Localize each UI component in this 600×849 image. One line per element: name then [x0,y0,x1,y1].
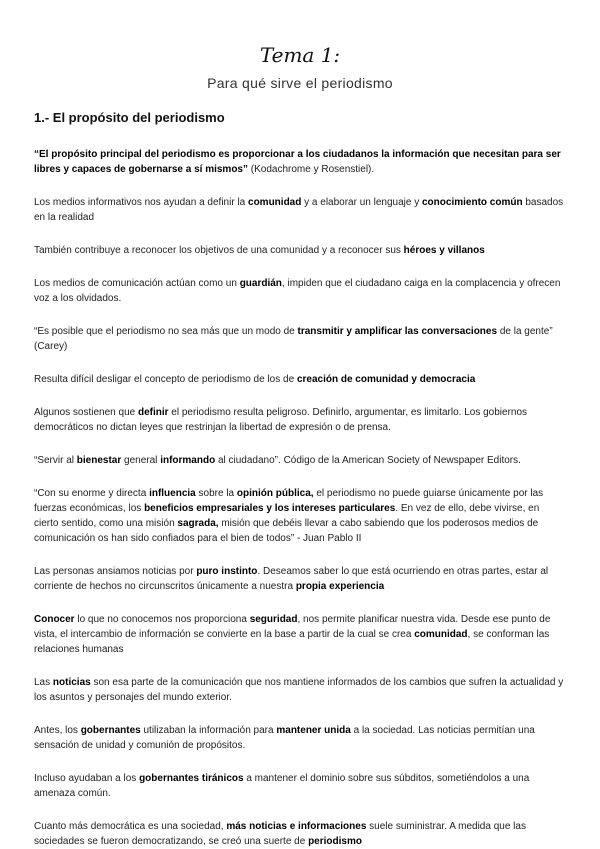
emphasis-text: transmitir y amplificar las conversaciones [297,326,498,337]
paragraph [34,276,566,306]
emphasis-text: Conocer [34,614,75,625]
paragraph [34,723,566,753]
body-text: general [121,455,161,466]
emphasis-text: informando [160,455,216,466]
body-text: Incluso ayudaban a los [34,773,140,784]
emphasis-text: propia experiencia [295,581,385,592]
body-text: de la gente” (Carey) [34,326,553,352]
emphasis-text: beneficios empresariales y los intereses particulares [144,503,396,514]
emphasis-text: creación de comunidad y democracia [296,374,476,385]
body-text: Los medios informativos nos ayudan a definir la [34,197,249,208]
emphasis-text: seguridad [249,614,298,625]
paragraph [34,453,566,468]
emphasis-text: comunidad [248,197,302,208]
body-text: “Servir al [34,455,77,466]
body-text: , nos permite planificar nuestra vida. Desde ese punto de vista, el intercambio de información se convierte en la base a partir de la cual se crea [34,614,551,640]
body-text: Las [34,677,53,688]
body-text: suele suministrar. A medida que las sociedades se fueron democratizando, se creó una suerte de [34,821,526,847]
body-text: Resulta difícil desligar el concepto de periodismo de los de [34,374,297,385]
body-text: Las personas ansiamos noticias por [34,566,197,577]
emphasis-text: guardián [239,278,282,289]
section-heading: 1.- El propósito del periodismo [34,110,225,125]
document-title: Tema 1: [259,43,341,67]
body-text: basados en la realidad [34,197,564,223]
emphasis-text: comunidad [414,629,468,640]
paragraph [34,564,566,594]
paragraph [34,195,566,225]
emphasis-text: bienestar [76,455,122,466]
body-text: al ciudadano”. Código de la American Society of Newspaper Editors. [215,455,521,466]
paragraph [34,819,566,849]
body-text: Antes, los [34,725,81,736]
body-text: “Con su enorme y directa [34,488,150,499]
document-subtitle: Para qué sirve el periodismo [207,75,393,91]
body-text: el periodismo resulta peligroso. Definirlo, argumentar, es limitarlo. Los gobiernos democráticos no dictan leyes que restrinjan la libertad de expresión o de prensa. [34,407,528,433]
paragraph [34,771,566,801]
emphasis-text: gobernantes [80,725,141,736]
emphasis-text: “El propósito principal del periodismo es proporcionar a los ciudadanos la información que necesitan para ser libres y capaces de gobernarse a sí mismos” [34,149,561,175]
body-text: . En vez de ello, debe vivirse, en cierto sentido, como una misión [34,503,540,529]
emphasis-text: sagrada, [177,518,219,529]
body-text: Algunos sostienen que [34,407,138,418]
body-text: , impiden que el ciudadano caiga en la complacencia y ofrecen voz a los olvidados. [34,278,561,304]
paragraph [34,372,566,387]
body-text: a mantener el dominio sobre sus súbditos, sometiéndolos a una amenaza común. [34,773,530,799]
body-text: . Deseamos saber lo que está ocurriendo en otras partes, estar al corriente de hechos no circunscritos únicamente a nuestra [34,566,549,592]
emphasis-text: puro instinto [196,566,258,577]
paragraph [34,612,566,657]
body-text: “Es posible que el periodismo no sea más que un modo de [34,326,298,337]
body-text: lo que no conocemos nos proporciona [74,614,250,625]
body-text: a la sociedad. Las noticias permitían una sensación de unidad y comunión de propósitos. [34,725,535,751]
paragraph [34,675,566,705]
paragraph [34,243,566,258]
body-text: misión que debéis llevar a cabo sabiendo que los poderosos medios de comunicación os han sido confiados para el bien de todos” - Juan Pablo II [34,518,539,544]
paragraph [34,147,566,177]
emphasis-text: opinión pública, [236,488,314,499]
emphasis-text: héroes y villanos [403,245,485,256]
body-text: son esa parte de la comunicación que nos mantiene informados de los cambios que sufren la actualidad y los asuntos y personajes del mundo exterior. [34,677,564,703]
emphasis-text: mantener unida [276,725,351,736]
emphasis-text: gobernantes tiránicos [139,773,244,784]
emphasis-text: conocimiento común [422,197,523,208]
body-text: utilizaban la información para [140,725,277,736]
body-text: sobre la [195,488,237,499]
emphasis-text: periodismo [308,836,362,847]
body-text: También contribuye a reconocer los objetivos de una comunidad y a reconocer sus [34,245,404,256]
emphasis-text: más noticias e informaciones [226,821,367,832]
paragraph [34,486,566,546]
body-text: Cuanto más democrática es una sociedad, [34,821,227,832]
emphasis-text: influencia [149,488,196,499]
emphasis-text: noticias [52,677,91,688]
body-text: , se conforman las relaciones humanas [34,629,550,655]
paragraph [34,324,566,354]
body-text: (Kodachrome y Rosenstiel). [248,164,375,175]
emphasis-text: definir [137,407,169,418]
body-text: Los medios de comunicación actúan como un [34,278,240,289]
paragraph [34,405,566,435]
body-text: y a elaborar un lenguaje y [301,197,422,208]
body-text: el periodismo no puede guiarse únicamente por las fuerzas económicas, los [34,488,544,514]
